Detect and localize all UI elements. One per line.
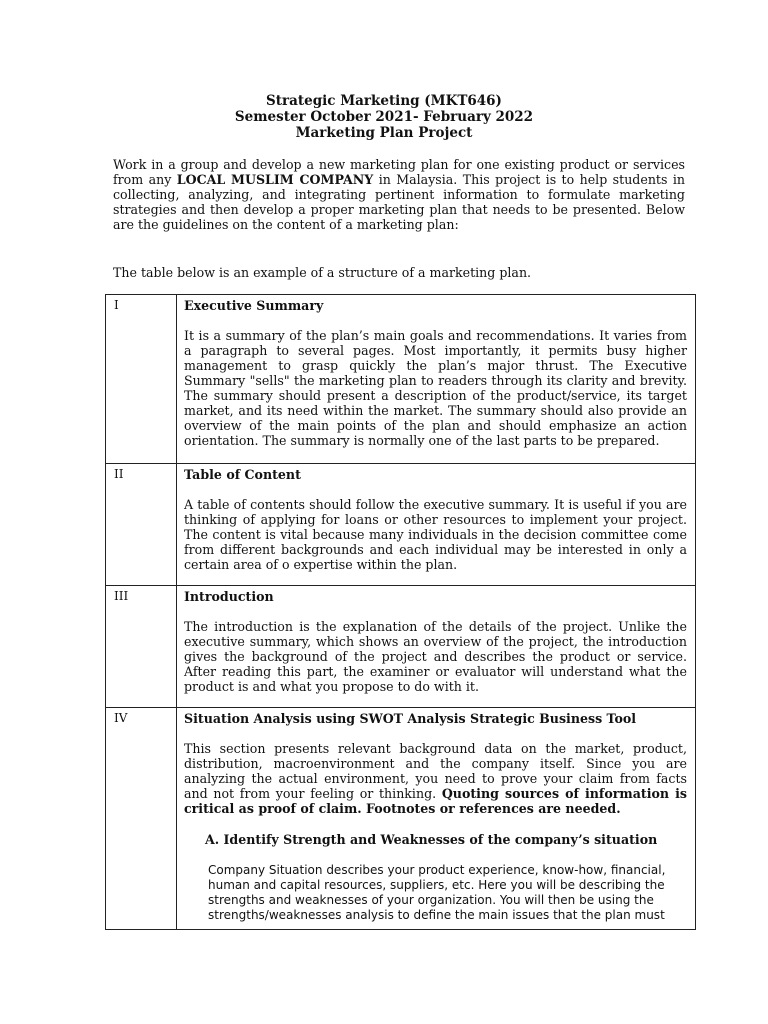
subsection-body: Company Situation describes your product experience, know-how, financial, human and capital resources, suppliers, etc. Here you will be describing the strengths and weaknesses of your organization. You will then be using the strengths/weaknesses analysis to define the main issues that the plan must (208, 863, 666, 922)
table-row (106, 464, 696, 586)
semester-title: Semester October 2021- February 2022 (234, 109, 534, 125)
section-numeral: III (106, 586, 177, 708)
section-body-emphasis: Quoting sources of information is critical as proof of claim. Footnotes or references are needed. (184, 786, 687, 816)
intro-text-end: in Malaysia. This project is to help students in collecting, analyzing, and integrating pertinent information to formulate marketing strategies and then develop a proper marketing plan that needs to be presented. Below are the guidelines on the content of a marketing plan: (113, 172, 686, 232)
section-title: Executive Summary (184, 298, 324, 313)
section-body: The introduction is the explanation of the details of the project. Unlike the executive summary, which shows an overview of the project, the introduction gives the background of the project and describes the product or service. After reading this part, the examiner or evaluator will understand what the product is and what you propose to do with it. (184, 619, 687, 694)
intro-text-start: Work in a group and develop a new marketing plan for one existing product or services from any (113, 157, 685, 187)
table-row (106, 586, 696, 708)
section-cell (177, 295, 696, 464)
subsection-heading: A. Identify Strength and Weaknesses of the company’s situation (205, 832, 658, 847)
section-cell (177, 464, 696, 586)
section-title: Situation Analysis using SWOT Analysis Strategic Business Tool (184, 711, 637, 726)
table-row (106, 295, 696, 464)
section-numeral: IV (106, 708, 177, 930)
intro-paragraph (113, 157, 685, 232)
section-body: It is a summary of the plan’s main goals and recommendations. It varies from a paragraph to several pages. Most importantly, it permits busy higher management to grasp quickly the plan’s major thrust. The Executive Summary "sells" the marketing plan to readers through its clarity and brevity. The summary should present a description of the product/service, its target market, and its need within the market. The summary should also provide an overview of the main points of the plan and should emphasize an action orientation. The summary is normally one of the last parts to be prepared. (184, 328, 687, 448)
project-title: Marketing Plan Project (295, 125, 473, 141)
course-title: Strategic Marketing (MKT646) (266, 93, 502, 109)
section-numeral: II (106, 464, 177, 586)
section-body (184, 741, 687, 816)
section-cell (177, 586, 696, 708)
marketing-plan-table (105, 294, 696, 930)
section-title: Table of Content (184, 467, 301, 482)
section-body-text: This section presents relevant background data on the market, product, distribution, macroenvironment and the company itself. Since you are analyzing the actual environment, you need to prove your claim from facts and not from your feeling or thinking. (184, 741, 687, 801)
intro-emphasis: LOCAL MUSLIM COMPANY (176, 172, 374, 187)
table-row (106, 708, 696, 930)
table-note: The table below is an example of a structure of a marketing plan. (113, 265, 532, 280)
section-numeral: I (106, 295, 177, 464)
document-title-block (0, 93, 768, 141)
section-title: Introduction (184, 589, 274, 604)
section-cell (177, 708, 696, 930)
section-body: A table of contents should follow the executive summary. It is useful if you are thinking of applying for loans or other resources to implement your project. The content is vital because many individuals in the decision committee come from different backgrounds and each individual may be interested in only a certain area of o expertise within the plan. (184, 497, 687, 572)
